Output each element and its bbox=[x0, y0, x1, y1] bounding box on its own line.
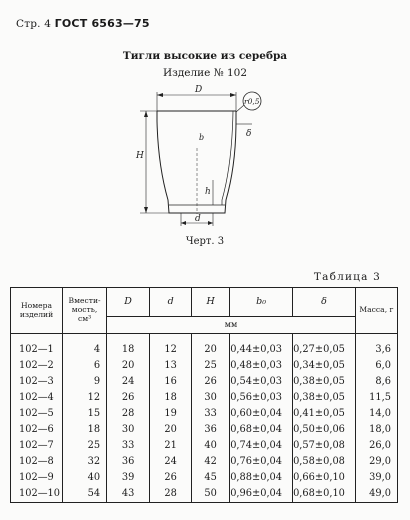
table-cell: 15 bbox=[63, 405, 107, 421]
header-D: D bbox=[107, 288, 150, 317]
table-cell: 102—1 bbox=[11, 334, 63, 358]
table-cell: 25 bbox=[192, 357, 230, 373]
table-cell: 16 bbox=[150, 373, 192, 389]
table-cell: 45 bbox=[192, 470, 230, 486]
table-cell: 28 bbox=[150, 486, 192, 503]
page-number: Стр. 4 bbox=[16, 18, 52, 30]
table-cell: 0,88±0,04 bbox=[230, 470, 293, 486]
table-cell: 30 bbox=[192, 389, 230, 405]
arrow-D-left bbox=[157, 93, 163, 97]
table-cell: 20 bbox=[150, 421, 192, 437]
table-cell: 26 bbox=[150, 470, 192, 486]
table-row bbox=[11, 454, 398, 470]
table-cell: 21 bbox=[150, 438, 192, 454]
table-row bbox=[11, 389, 398, 405]
arrow-H-bottom bbox=[144, 207, 148, 213]
header-d: d bbox=[150, 288, 192, 317]
table-cell: 32 bbox=[63, 454, 107, 470]
table-cell: 18 bbox=[63, 421, 107, 437]
label-delta: δ bbox=[246, 129, 252, 139]
table-cell: 102—3 bbox=[11, 373, 63, 389]
table-cell: 54 bbox=[63, 486, 107, 503]
table-cell: 8,6 bbox=[355, 373, 397, 389]
table-cell: 42 bbox=[192, 454, 230, 470]
header-mass: Масса, г bbox=[355, 288, 397, 334]
label-d: d bbox=[195, 214, 201, 224]
standard-code: ГОСТ 6563—75 bbox=[54, 17, 150, 30]
table-cell: 102—2 bbox=[11, 357, 63, 373]
table-cell: 20 bbox=[107, 357, 150, 373]
arrow-d-right bbox=[208, 221, 213, 225]
table-cell: 19 bbox=[150, 405, 192, 421]
table-cell: 28 bbox=[107, 405, 150, 421]
header-delta: δ bbox=[293, 288, 356, 317]
table-cell: 36 bbox=[192, 421, 230, 437]
table-cell: 102—7 bbox=[11, 438, 63, 454]
table-cell: 26,0 bbox=[355, 438, 397, 454]
table-cell: 0,50±0,06 bbox=[293, 421, 356, 437]
table-cell: 4 bbox=[63, 334, 107, 358]
table-cell: 13 bbox=[150, 357, 192, 373]
table-cell: 9 bbox=[63, 373, 107, 389]
crucible-inner-wall bbox=[222, 111, 233, 205]
table-cell: 24 bbox=[107, 373, 150, 389]
table-cell: 40 bbox=[192, 438, 230, 454]
table-cell: 0,68±0,04 bbox=[230, 421, 293, 437]
table-cell: 36 bbox=[107, 454, 150, 470]
table-cell: 0,38±0,05 bbox=[293, 373, 356, 389]
table-cell: 12 bbox=[150, 334, 192, 358]
table-cell: 102—10 bbox=[11, 486, 63, 503]
table-cell: 20 bbox=[192, 334, 230, 358]
table-cell: 6 bbox=[63, 357, 107, 373]
table-row bbox=[11, 334, 398, 358]
document-title: Тигли высокие из серебра bbox=[122, 50, 288, 62]
table-cell: 0,38±0,05 bbox=[293, 389, 356, 405]
table-row bbox=[11, 421, 398, 437]
table-cell: 0,68±0,10 bbox=[293, 486, 356, 503]
label-h: h bbox=[205, 187, 211, 197]
table-cell: 0,76±0,04 bbox=[230, 454, 293, 470]
table-cell: 0,74±0,04 bbox=[230, 438, 293, 454]
table-row bbox=[11, 438, 398, 454]
table-cell: 24 bbox=[150, 454, 192, 470]
table-cell: 0,44±0,03 bbox=[230, 334, 293, 358]
table-cell: 18 bbox=[107, 334, 150, 358]
label-D: D bbox=[195, 85, 203, 95]
table-cell: 18,0 bbox=[355, 421, 397, 437]
table-cell: 39 bbox=[107, 470, 150, 486]
header-b: b₀ bbox=[230, 288, 293, 317]
table-cell: 26 bbox=[192, 373, 230, 389]
table-cell: 0,34±0,05 bbox=[293, 357, 356, 373]
table-cell: 11,5 bbox=[355, 389, 397, 405]
header-number: Номера изделий bbox=[11, 288, 63, 334]
figure-caption: Черт. 3 bbox=[185, 236, 225, 247]
table-cell: 102—9 bbox=[11, 470, 63, 486]
table-cell: 3,6 bbox=[355, 334, 397, 358]
table-cell: 39,0 bbox=[355, 470, 397, 486]
table-cell: 50 bbox=[192, 486, 230, 503]
table-cell: 25 bbox=[63, 438, 107, 454]
table-cell: 102—6 bbox=[11, 421, 63, 437]
table-cell: 0,60±0,04 bbox=[230, 405, 293, 421]
table-cell: 14,0 bbox=[355, 405, 397, 421]
table-body bbox=[11, 334, 398, 503]
table-cell: 33 bbox=[192, 405, 230, 421]
crucible-table bbox=[10, 287, 398, 503]
label-H: H bbox=[136, 151, 144, 161]
table-cell: 102—8 bbox=[11, 454, 63, 470]
table-cell: 102—5 bbox=[11, 405, 63, 421]
table-cell: 102—4 bbox=[11, 389, 63, 405]
table-row bbox=[11, 357, 398, 373]
document-subtitle: Изделие № 102 bbox=[162, 67, 248, 79]
arrow-H-top bbox=[144, 111, 148, 117]
table-cell: 33 bbox=[107, 438, 150, 454]
table-cell: 43 bbox=[107, 486, 150, 503]
label-radius: r0,5 bbox=[244, 97, 260, 106]
table-cell: 6,0 bbox=[355, 357, 397, 373]
header-unit: мм bbox=[107, 317, 356, 334]
crucible-outline bbox=[157, 111, 236, 213]
table-cell: 26 bbox=[107, 389, 150, 405]
table-row bbox=[11, 486, 398, 503]
table-cell: 30 bbox=[107, 421, 150, 437]
table-cell: 49,0 bbox=[355, 486, 397, 503]
table-cell: 0,66±0,10 bbox=[293, 470, 356, 486]
table-cell: 0,54±0,03 bbox=[230, 373, 293, 389]
table-cell: 0,56±0,03 bbox=[230, 389, 293, 405]
table-cell: 18 bbox=[150, 389, 192, 405]
header-capacity: Вмести-мость, см³ bbox=[63, 288, 107, 334]
table-row bbox=[11, 373, 398, 389]
header-H: H bbox=[192, 288, 230, 317]
table-cell: 40 bbox=[63, 470, 107, 486]
table-cell: 0,27±0,05 bbox=[293, 334, 356, 358]
table-cell: 0,57±0,08 bbox=[293, 438, 356, 454]
arrow-D-right bbox=[230, 93, 236, 97]
table-row bbox=[11, 470, 398, 486]
table-cell: 29,0 bbox=[355, 454, 397, 470]
table-caption: Таблица 3 bbox=[313, 271, 381, 283]
table-cell: 0,48±0,03 bbox=[230, 357, 293, 373]
arrow-d-left bbox=[181, 221, 186, 225]
table-cell: 12 bbox=[63, 389, 107, 405]
table-cell: 0,58±0,08 bbox=[293, 454, 356, 470]
radius-leader bbox=[236, 105, 244, 112]
label-b: b bbox=[199, 133, 205, 142]
table-cell: 0,41±0,05 bbox=[293, 405, 356, 421]
table-row bbox=[11, 405, 398, 421]
table-cell: 0,96±0,04 bbox=[230, 486, 293, 503]
